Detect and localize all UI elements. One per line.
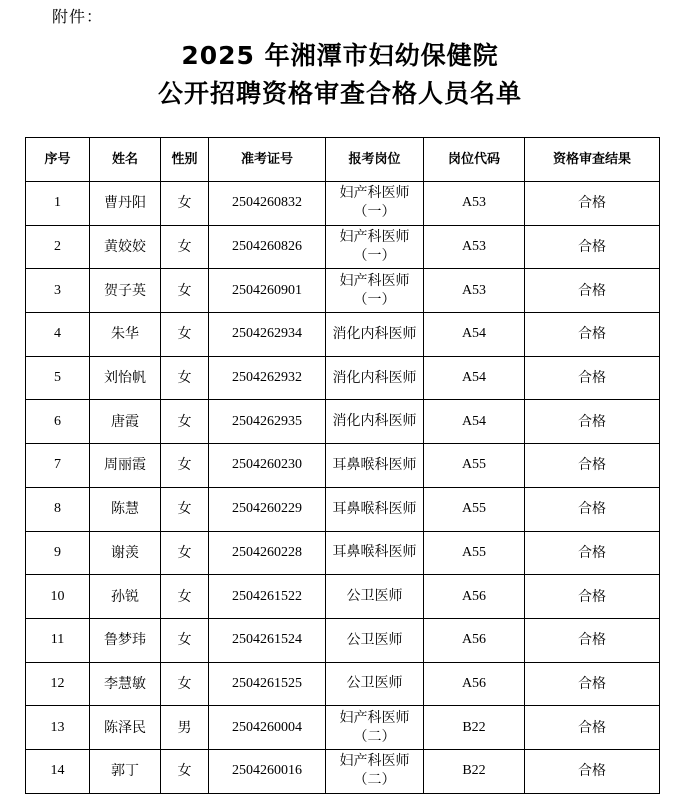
cell-seq: 7 [26, 444, 90, 488]
cell-name: 鲁梦玮 [90, 618, 161, 662]
table-row [26, 618, 660, 662]
table-row [26, 531, 660, 575]
cell-exam-id: 2504262934 [209, 313, 326, 357]
cell-position-code: A56 [424, 618, 525, 662]
cell-position [326, 182, 424, 226]
cell-position-code: A53 [424, 182, 525, 226]
column-header-name: 姓名 [90, 138, 161, 182]
cell-position-code: A54 [424, 356, 525, 400]
cell-gender: 女 [161, 531, 209, 575]
cell-exam-id: 2504262935 [209, 400, 326, 444]
cell-position-code: B22 [424, 749, 525, 793]
table-row [26, 444, 660, 488]
document-title-line-2: 公开招聘资格审查合格人员名单 [157, 79, 522, 108]
cell-name: 谢羡 [90, 531, 161, 575]
cell-position-code: A54 [424, 313, 525, 357]
cell-position [326, 618, 424, 662]
column-header-gender: 性别 [161, 138, 209, 182]
cell-gender: 女 [161, 269, 209, 313]
cell-position-code: B22 [424, 706, 525, 750]
column-header-review-result: 资格审查结果 [525, 138, 660, 182]
table-body [26, 182, 660, 794]
cell-review-result: 合格 [525, 269, 660, 313]
cell-position [326, 400, 424, 444]
cell-position-code: A55 [424, 531, 525, 575]
cell-name: 李慧敏 [90, 662, 161, 706]
position-line: 妇产科医师 [339, 753, 410, 770]
column-header-position-code: 岗位代码 [424, 138, 525, 182]
position-line: 妇产科医师 [339, 185, 410, 202]
cell-seq: 12 [26, 662, 90, 706]
cell-exam-id: 2504261524 [209, 618, 326, 662]
cell-gender: 女 [161, 400, 209, 444]
cell-gender: 女 [161, 182, 209, 226]
cell-position-code: A53 [424, 269, 525, 313]
column-header-seq: 序号 [26, 138, 90, 182]
table-header-row [26, 138, 660, 182]
cell-position-code: A56 [424, 575, 525, 619]
cell-gender: 女 [161, 225, 209, 269]
cell-seq: 14 [26, 749, 90, 793]
cell-review-result: 合格 [525, 444, 660, 488]
cell-position [326, 313, 424, 357]
cell-review-result: 合格 [525, 662, 660, 706]
cell-name: 郭丁 [90, 749, 161, 793]
position-line: 消化内科医师 [332, 413, 417, 430]
cell-seq: 2 [26, 225, 90, 269]
cell-seq: 9 [26, 531, 90, 575]
cell-gender: 女 [161, 749, 209, 793]
cell-position [326, 356, 424, 400]
cell-position [326, 575, 424, 619]
cell-gender: 女 [161, 487, 209, 531]
cell-review-result: 合格 [525, 706, 660, 750]
table-row [26, 269, 660, 313]
cell-position [326, 487, 424, 531]
cell-name: 曹丹阳 [90, 182, 161, 226]
cell-gender: 女 [161, 662, 209, 706]
cell-gender: 女 [161, 575, 209, 619]
position-line: 公卫医师 [346, 631, 403, 648]
cell-position [326, 225, 424, 269]
table-row [26, 313, 660, 357]
position-line: 消化内科医师 [332, 369, 417, 386]
cell-seq: 5 [26, 356, 90, 400]
cell-position-code: A56 [424, 662, 525, 706]
position-line: （一） [353, 204, 396, 221]
cell-name: 陈慧 [90, 487, 161, 531]
cell-seq: 6 [26, 400, 90, 444]
cell-position [326, 706, 424, 750]
cell-exam-id: 2504261525 [209, 662, 326, 706]
cell-review-result: 合格 [525, 400, 660, 444]
cell-exam-id: 2504262932 [209, 356, 326, 400]
cell-exam-id: 2504261522 [209, 575, 326, 619]
cell-exam-id: 2504260230 [209, 444, 326, 488]
cell-name: 周丽霞 [90, 444, 161, 488]
position-line: 消化内科医师 [332, 325, 417, 342]
cell-gender: 女 [161, 618, 209, 662]
cell-seq: 8 [26, 487, 90, 531]
cell-review-result: 合格 [525, 487, 660, 531]
cell-name: 陈泽民 [90, 706, 161, 750]
cell-exam-id: 2504260004 [209, 706, 326, 750]
position-line: （二） [353, 772, 396, 789]
cell-position-code: A54 [424, 400, 525, 444]
document-title-line-1: 2025 年湘潭市妇幼保健院 [181, 41, 499, 70]
cell-name: 唐霞 [90, 400, 161, 444]
table-row [26, 400, 660, 444]
cell-seq: 10 [26, 575, 90, 619]
position-line: 耳鼻喉科医师 [332, 456, 417, 473]
cell-exam-id: 2504260832 [209, 182, 326, 226]
cell-exam-id: 2504260901 [209, 269, 326, 313]
cell-exam-id: 2504260229 [209, 487, 326, 531]
position-line: 妇产科医师 [339, 229, 410, 246]
attachment-label: 附件： [52, 7, 104, 26]
table-row [26, 575, 660, 619]
cell-position [326, 444, 424, 488]
cell-review-result: 合格 [525, 225, 660, 269]
cell-position [326, 269, 424, 313]
cell-review-result: 合格 [525, 531, 660, 575]
position-line: 妇产科医师 [339, 272, 410, 289]
cell-seq: 4 [26, 313, 90, 357]
cell-position [326, 749, 424, 793]
cell-review-result: 合格 [525, 618, 660, 662]
cell-name: 贺子英 [90, 269, 161, 313]
cell-gender: 女 [161, 444, 209, 488]
table-row [26, 356, 660, 400]
cell-gender: 女 [161, 313, 209, 357]
cell-name: 孙锐 [90, 575, 161, 619]
cell-name: 黄姣姣 [90, 225, 161, 269]
column-header-exam-id: 准考证号 [209, 138, 326, 182]
cell-seq: 13 [26, 706, 90, 750]
table-row [26, 749, 660, 793]
cell-name: 刘怡帆 [90, 356, 161, 400]
cell-exam-id: 2504260826 [209, 225, 326, 269]
table-row [26, 225, 660, 269]
cell-review-result: 合格 [525, 313, 660, 357]
position-line: （一） [353, 248, 396, 265]
cell-position [326, 531, 424, 575]
position-line: 耳鼻喉科医师 [332, 544, 417, 561]
cell-gender: 女 [161, 356, 209, 400]
position-line: 公卫医师 [346, 588, 403, 605]
position-line: 公卫医师 [346, 675, 403, 692]
cell-exam-id: 2504260016 [209, 749, 326, 793]
cell-seq: 11 [26, 618, 90, 662]
position-line: 妇产科医师 [339, 709, 410, 726]
cell-position-code: A53 [424, 225, 525, 269]
cell-review-result: 合格 [525, 749, 660, 793]
cell-review-result: 合格 [525, 356, 660, 400]
position-line: （二） [353, 728, 396, 745]
column-header-position: 报考岗位 [326, 138, 424, 182]
position-line: 耳鼻喉科医师 [332, 500, 417, 517]
cell-position [326, 662, 424, 706]
cell-position-code: A55 [424, 487, 525, 531]
qualified-candidates-table [25, 137, 660, 794]
cell-review-result: 合格 [525, 575, 660, 619]
table-row [26, 662, 660, 706]
cell-review-result: 合格 [525, 182, 660, 226]
table-row [26, 487, 660, 531]
cell-position-code: A55 [424, 444, 525, 488]
cell-exam-id: 2504260228 [209, 531, 326, 575]
cell-name: 朱华 [90, 313, 161, 357]
position-line: （一） [353, 291, 396, 308]
cell-seq: 1 [26, 182, 90, 226]
table-row [26, 706, 660, 750]
cell-seq: 3 [26, 269, 90, 313]
table-row [26, 182, 660, 226]
cell-gender: 男 [161, 706, 209, 750]
